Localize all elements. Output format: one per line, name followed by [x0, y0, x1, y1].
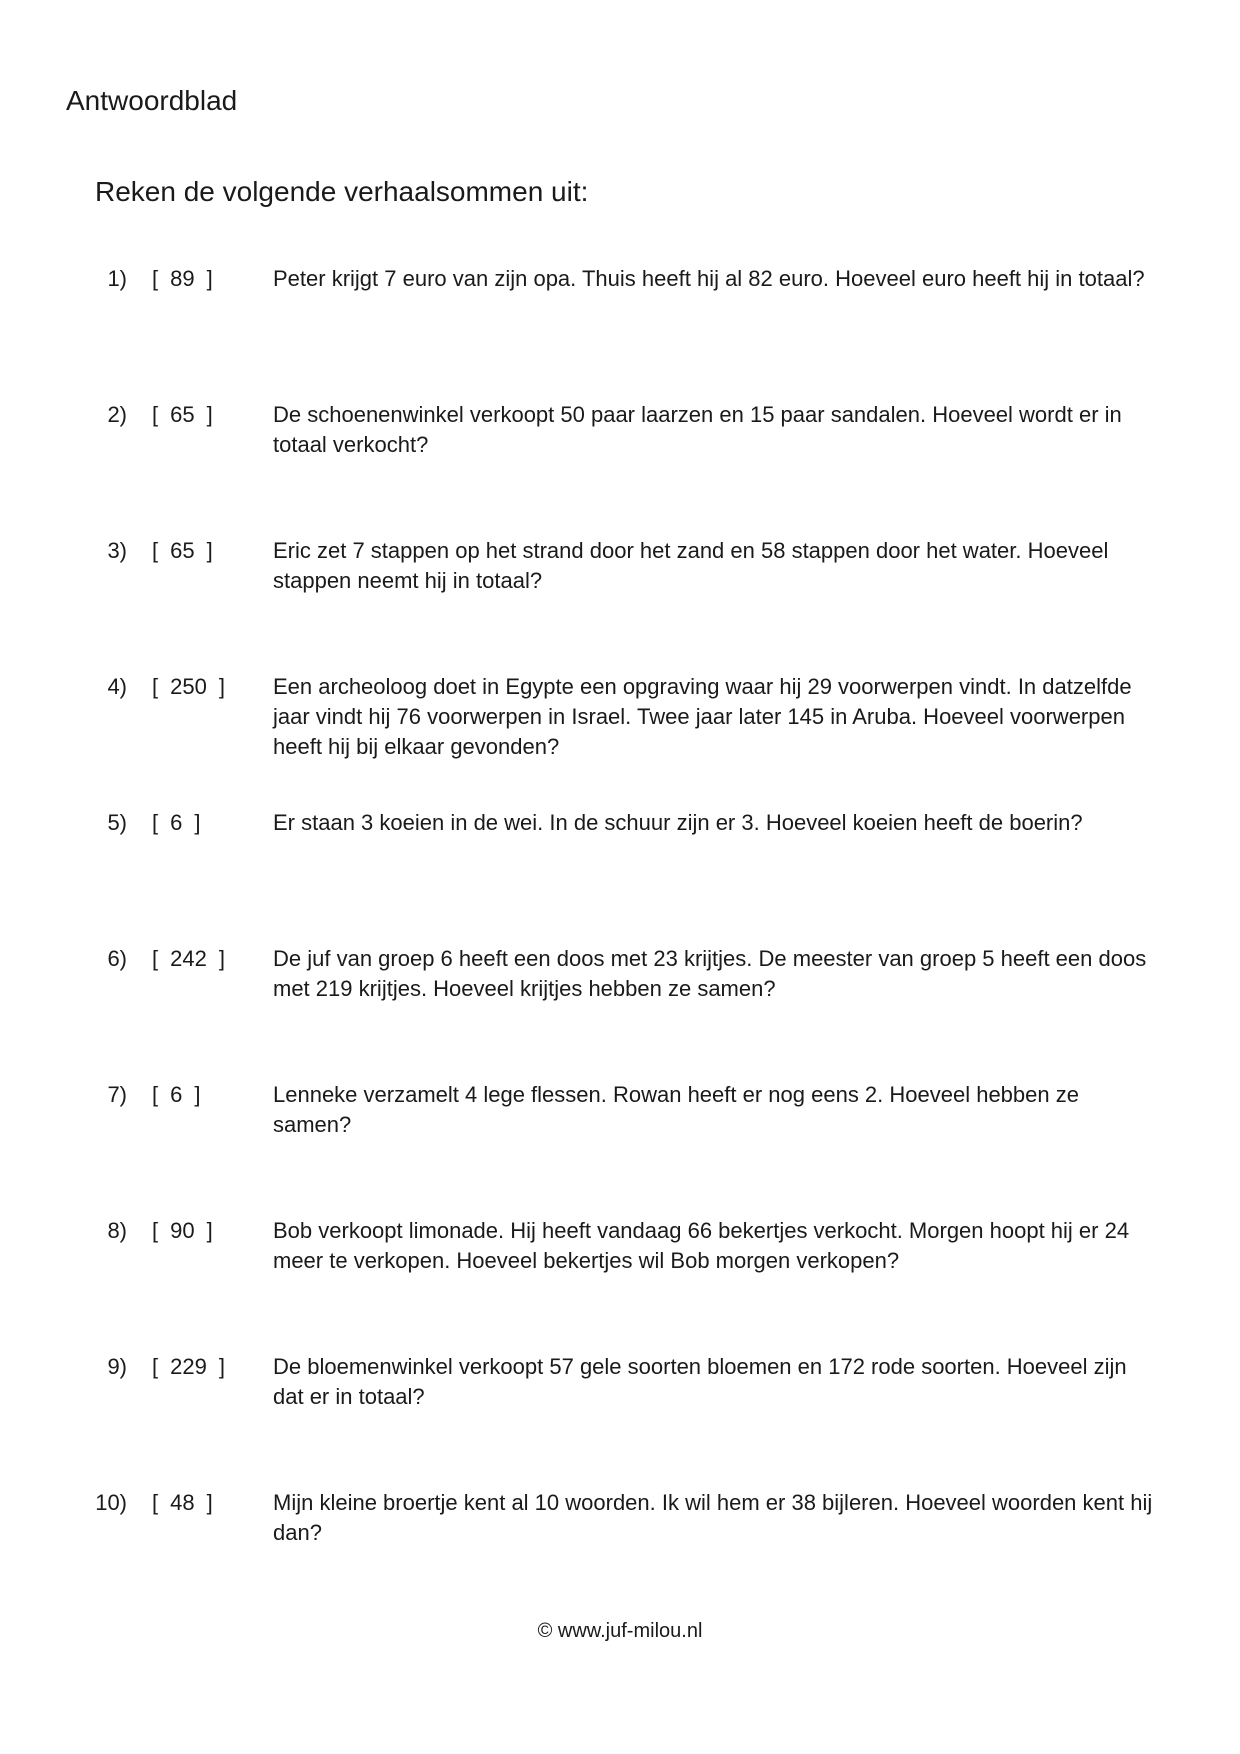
- answer-value: 89: [170, 266, 195, 291]
- answer-box: [ 90 ]: [152, 1216, 213, 1246]
- question-text: De juf van groep 6 heeft een doos met 23 krijtjes. De meester van groep 5 heeft een doos met 219 krijtjes. Hoeveel krijtjes hebben ze samen?: [273, 946, 1147, 1001]
- question-number: 8): [107, 1218, 127, 1243]
- answer-box: [ 242 ]: [152, 944, 225, 974]
- answer-value: 65: [170, 402, 195, 427]
- question-text: Er staan 3 koeien in de wei. In de schuur zijn er 3. Hoeveel koeien heeft de boerin?: [273, 810, 1083, 835]
- answer-box: [ 65 ]: [152, 536, 213, 566]
- question-text: Een archeoloog doet in Egypte een opgraving waar hij 29 voorwerpen vindt. In datzelfde jaar vindt hij 76 voorwerpen in Israel. Twee jaar later 145 in Aruba. Hoeveel voorwerpen heeft hij bij elkaar gevonden?: [273, 674, 1132, 759]
- answer-value: 48: [170, 1490, 195, 1515]
- answer-value: 250: [170, 674, 207, 699]
- answer-box: [ 65 ]: [152, 400, 213, 430]
- answer-box: [ 229 ]: [152, 1352, 225, 1382]
- answer-value: 6: [170, 810, 183, 835]
- answer-value: 65: [170, 538, 195, 563]
- question-text: Eric zet 7 stappen op het strand door het zand en 58 stappen door het water. Hoeveel stappen neemt hij in totaal?: [273, 538, 1109, 593]
- copyright-footer: © www.juf-milou.nl: [537, 1620, 703, 1642]
- question-text: Mijn kleine broertje kent al 10 woorden. Ik wil hem er 38 bijleren. Hoeveel woorden kent hij dan?: [273, 1490, 1153, 1545]
- question-number: 6): [107, 946, 127, 971]
- question-text: Bob verkoopt limonade. Hij heeft vandaag 66 bekertjes verkocht. Morgen hoopt hij er 24 meer te verkopen. Hoeveel bekertjes wil Bob morgen verkopen?: [273, 1218, 1130, 1273]
- question-number: 1): [107, 266, 127, 291]
- answer-value: 90: [170, 1218, 195, 1243]
- question-number: 7): [107, 1082, 127, 1107]
- page-title: Antwoordblad: [66, 85, 238, 116]
- answer-box: [ 250 ]: [152, 672, 225, 702]
- answer-box: [ 6 ]: [152, 808, 201, 838]
- answer-value: 229: [170, 1354, 207, 1379]
- question-text: De schoenenwinkel verkoopt 50 paar laarzen en 15 paar sandalen. Hoeveel wordt er in totaal verkocht?: [273, 402, 1122, 457]
- question-text: Lenneke verzamelt 4 lege flessen. Rowan heeft er nog eens 2. Hoeveel hebben ze samen?: [273, 1082, 1079, 1137]
- answer-value: 242: [170, 946, 207, 971]
- question-number: 10): [95, 1490, 127, 1515]
- instruction-heading: Reken de volgende verhaalsommen uit:: [95, 176, 589, 207]
- question-number: 9): [107, 1354, 127, 1379]
- answer-box: [ 89 ]: [152, 264, 213, 294]
- question-number: 2): [107, 402, 127, 427]
- question-text: De bloemenwinkel verkoopt 57 gele soorten bloemen en 172 rode soorten. Hoeveel zijn dat er in totaal?: [273, 1354, 1127, 1409]
- answer-box: [ 48 ]: [152, 1488, 213, 1518]
- answer-value: 6: [170, 1082, 183, 1107]
- answer-box: [ 6 ]: [152, 1080, 201, 1110]
- question-number: 3): [107, 538, 127, 563]
- question-number: 5): [107, 810, 127, 835]
- question-number: 4): [107, 674, 127, 699]
- question-text: Peter krijgt 7 euro van zijn opa. Thuis heeft hij al 82 euro. Hoeveel euro heeft hij in totaal?: [273, 266, 1145, 291]
